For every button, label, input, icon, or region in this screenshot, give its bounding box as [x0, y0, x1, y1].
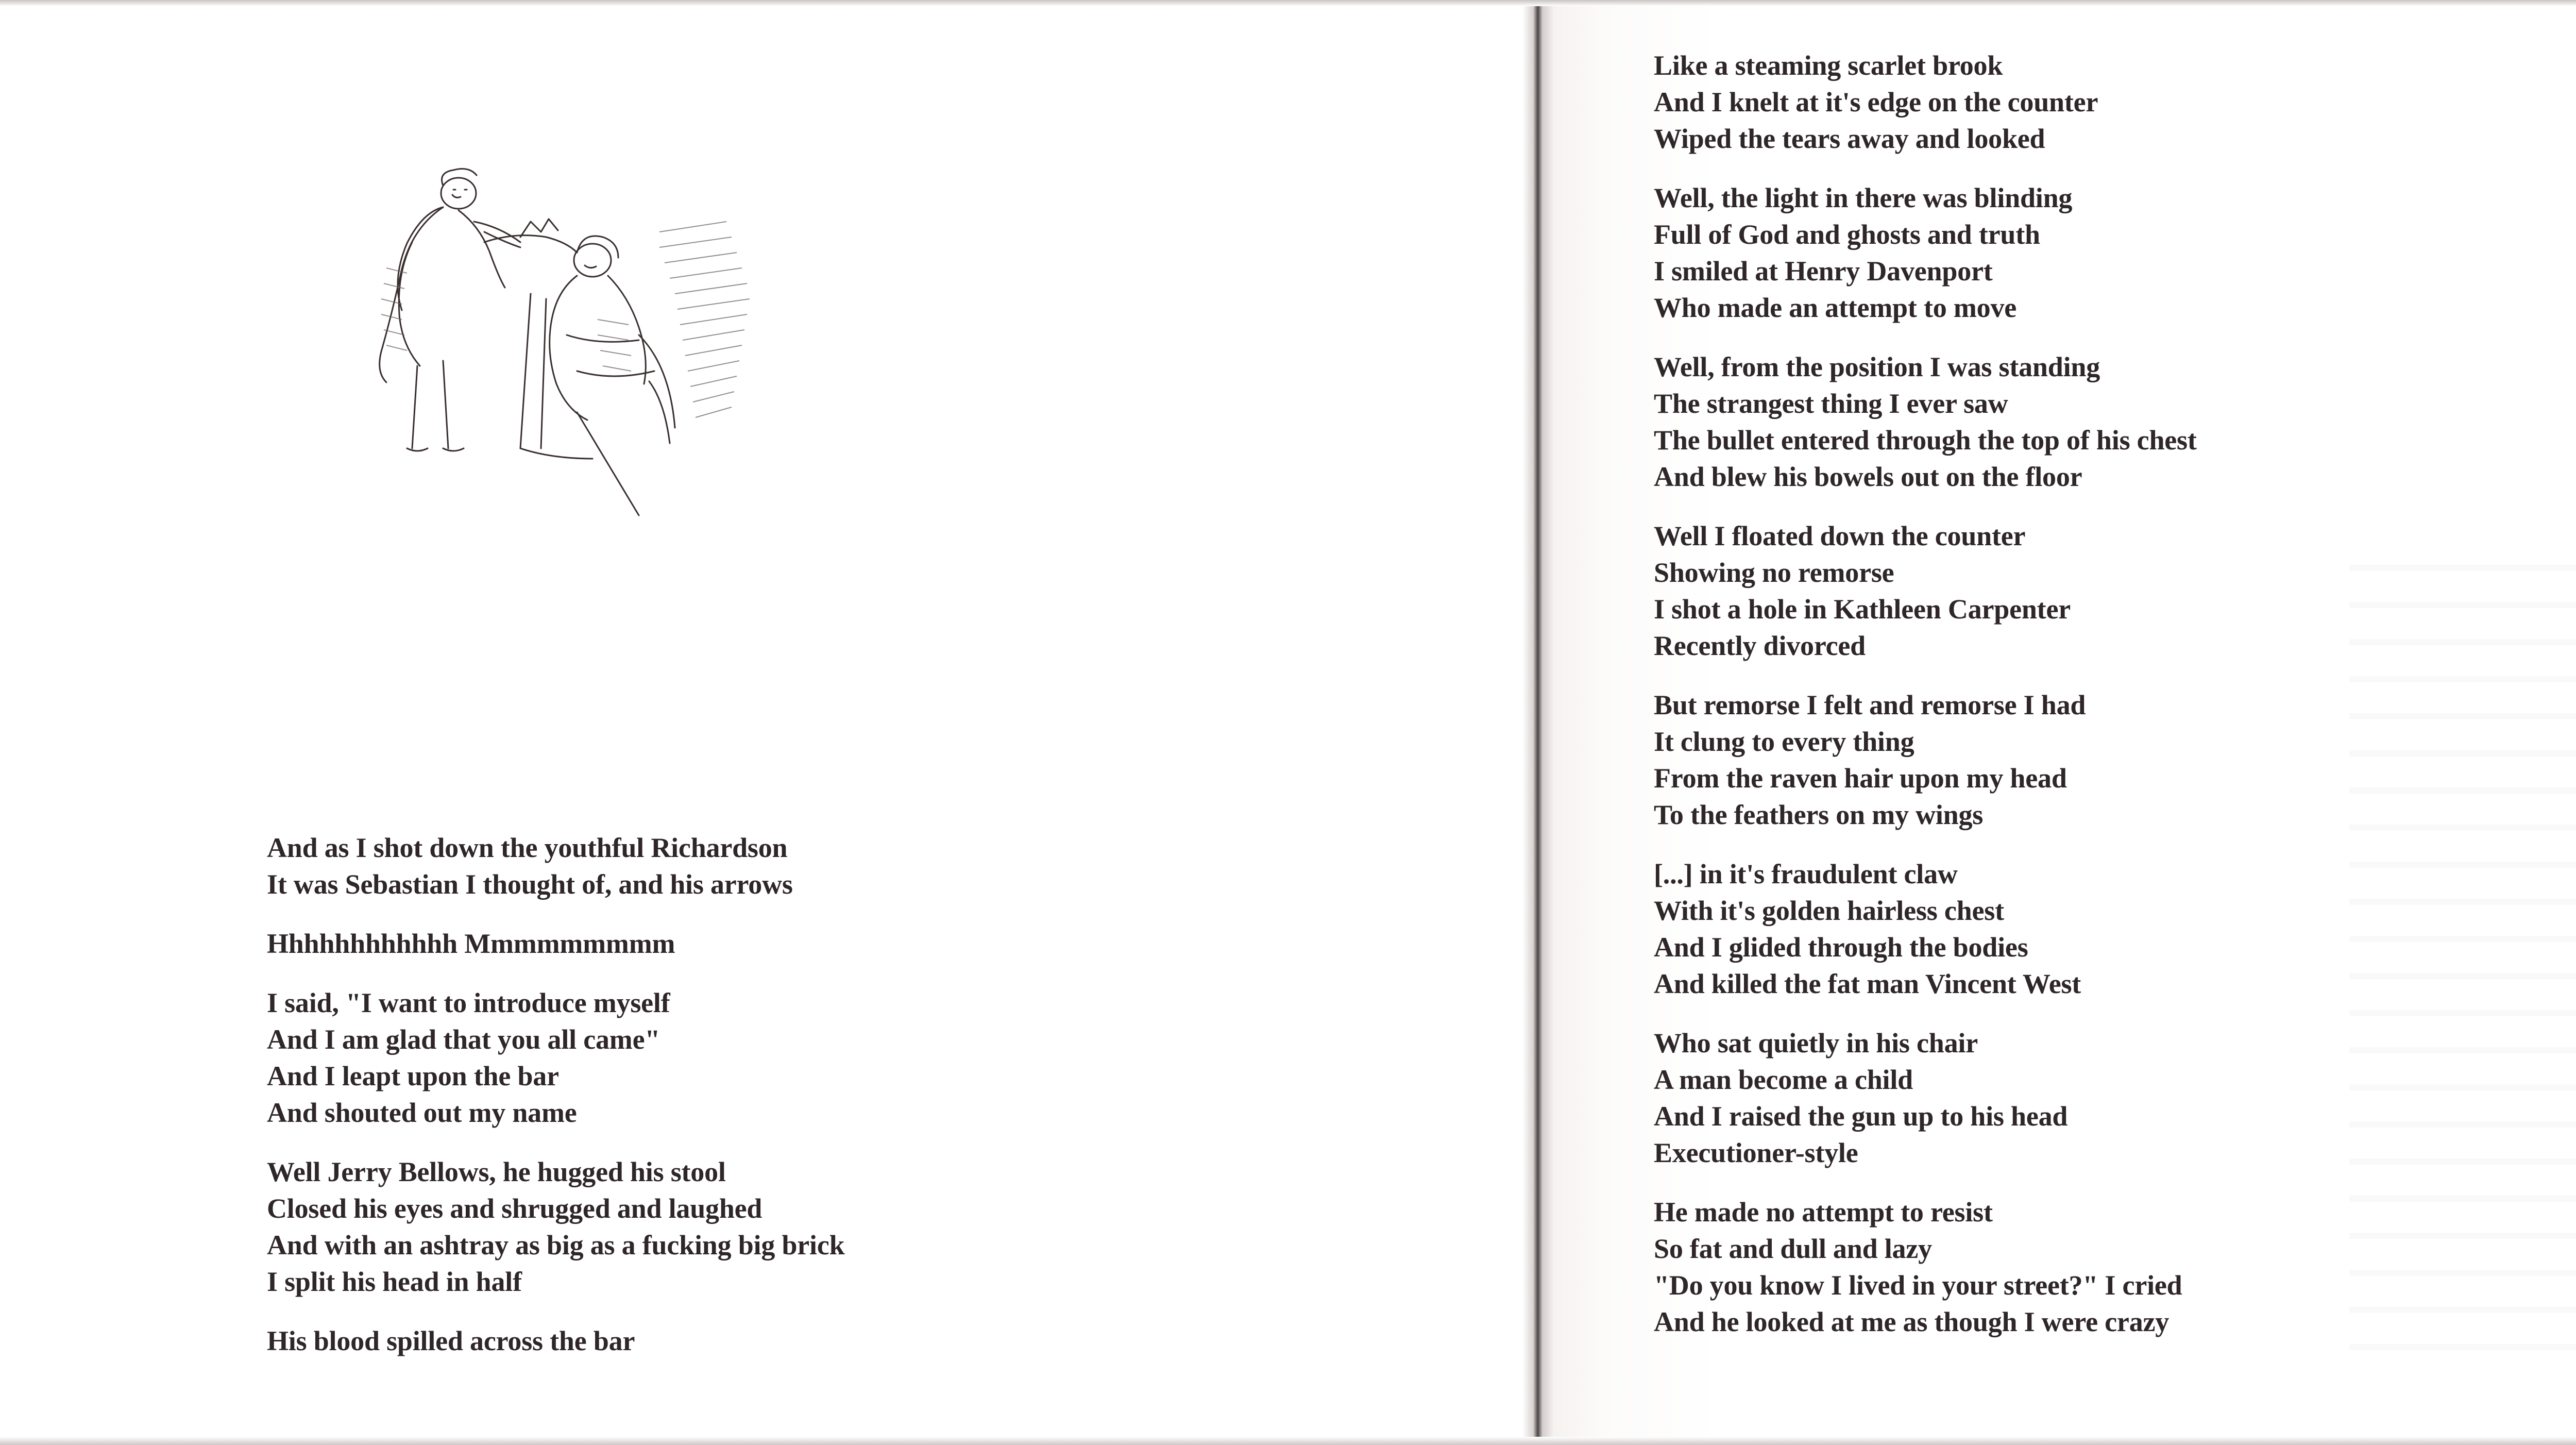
stanza	[1654, 856, 2197, 1002]
stanza	[267, 985, 844, 1131]
verse-line: Executioner-style	[1654, 1137, 1858, 1168]
verse-line: And I raised the gun up to his head	[1654, 1101, 2068, 1132]
verse-line: Recently divorced	[1654, 630, 1866, 661]
verse-line: Wiped the tears away and looked	[1654, 123, 2045, 154]
verse-line: So fat and dull and lazy	[1654, 1233, 1932, 1264]
stanza	[267, 1323, 844, 1359]
verse-line: Who made an attempt to move	[1654, 292, 2017, 323]
verse-line: Well Jerry Bellows, he hugged his stool	[267, 1156, 726, 1187]
verse-line: Well, the light in there was blinding	[1654, 182, 2073, 213]
stanza	[267, 830, 844, 903]
stanza	[1654, 47, 2197, 157]
verse-line: Like a steaming scarlet brook	[1654, 50, 2003, 81]
verse-line: It was Sebastian I thought of, and his arrows	[267, 869, 793, 900]
verse-line: And killed the fat man Vincent West	[1654, 968, 2081, 999]
stanza	[267, 1154, 844, 1300]
verse-line: To the feathers on my wings	[1654, 799, 1984, 830]
verse-line: And I glided through the bodies	[1654, 932, 2028, 963]
verse-line: With it's golden hairless chest	[1654, 895, 2004, 926]
verse-line: Showing no remorse	[1654, 557, 1894, 588]
verse-line: The bullet entered through the top of his chest	[1654, 425, 2197, 456]
stanza	[267, 926, 844, 962]
stanza	[1654, 518, 2197, 664]
stanza	[1654, 349, 2197, 495]
page-bottom-edge	[0, 1437, 2576, 1445]
verse-line: Well I floated down the counter	[1654, 520, 2026, 551]
verse-line: It clung to every thing	[1654, 726, 1914, 757]
right-page-verse	[1654, 47, 2197, 1363]
verse-line: His blood spilled across the bar	[267, 1325, 635, 1356]
page-top-edge	[0, 0, 2576, 6]
engraving-two-figures-icon	[289, 165, 793, 526]
verse-line: The strangest thing I ever saw	[1654, 388, 2008, 419]
verse-line: "Do you know I lived in your street?" I cried	[1654, 1270, 2182, 1301]
bleed-through-text	[2349, 541, 2576, 1366]
book-gutter	[1522, 0, 1553, 1445]
verse-line: And with an ashtray as big as a fucking big brick	[267, 1230, 845, 1261]
verse-line: I split his head in half	[267, 1266, 522, 1297]
verse-line: Full of God and ghosts and truth	[1654, 219, 2040, 250]
stanza	[1654, 1194, 2197, 1340]
verse-line: Who sat quietly in his chair	[1654, 1028, 1978, 1058]
verse-line: And I leapt upon the bar	[267, 1061, 559, 1091]
verse-line: And he looked at me as though I were crazy	[1654, 1306, 2170, 1337]
verse-line: I smiled at Henry Davenport	[1654, 256, 1993, 287]
verse-line: Closed his eyes and shrugged and laughed	[267, 1193, 762, 1224]
verse-line: Hhhhhhhhhhhh Mmmmmmmmm	[267, 928, 675, 959]
verse-line: He made no attempt to resist	[1654, 1197, 1993, 1228]
verse-line: From the raven hair upon my head	[1654, 763, 2067, 794]
verse-line: And shouted out my name	[267, 1097, 577, 1128]
verse-line: [...] in it's fraudulent claw	[1654, 859, 1958, 889]
stanza	[1654, 180, 2197, 326]
stanza	[1654, 687, 2197, 833]
verse-line: And I am glad that you all came"	[267, 1024, 660, 1055]
left-page-verse	[267, 830, 844, 1382]
stanza	[1654, 1025, 2197, 1171]
verse-line: A man become a child	[1654, 1064, 1913, 1095]
verse-line: Well, from the position I was standing	[1654, 351, 2100, 382]
verse-line: And I knelt at it's edge on the counter	[1654, 87, 2098, 117]
verse-line: But remorse I felt and remorse I had	[1654, 690, 2086, 720]
verse-line: And blew his bowels out on the floor	[1654, 461, 2082, 492]
verse-line: And as I shot down the youthful Richardson	[267, 832, 788, 863]
verse-line: I said, "I want to introduce myself	[267, 987, 670, 1018]
verse-line: I shot a hole in Kathleen Carpenter	[1654, 594, 2071, 625]
